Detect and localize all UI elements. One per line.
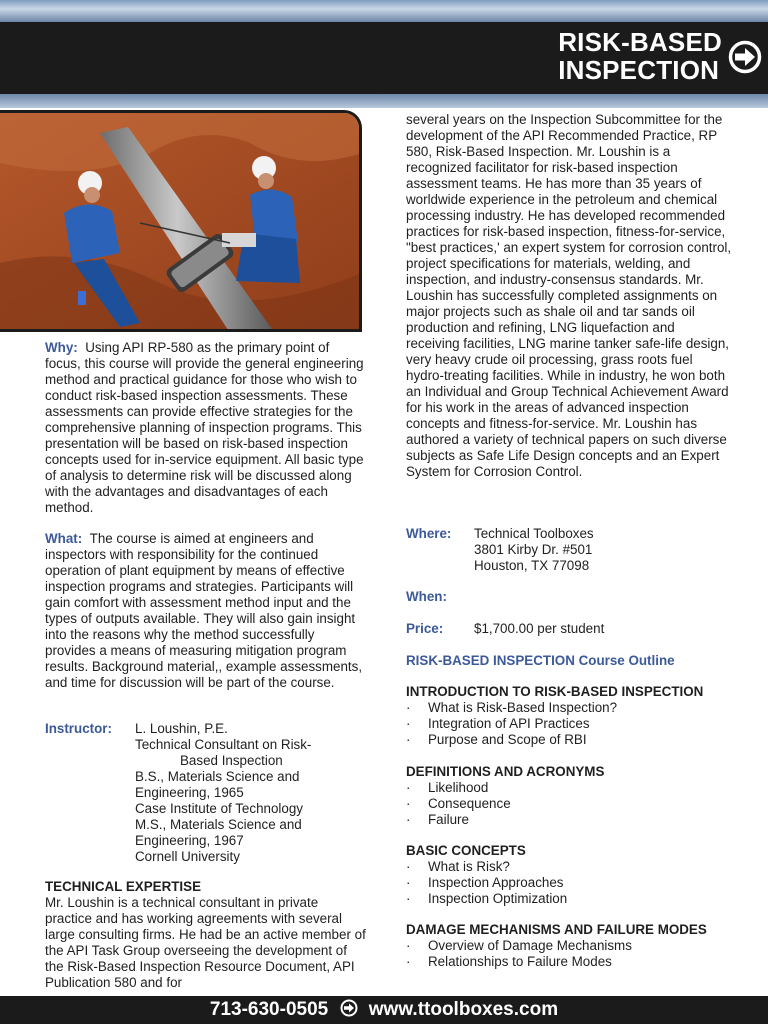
footer-website-link[interactable]: www.ttoolboxes.com bbox=[368, 999, 559, 1020]
list-item: · What is Risk? bbox=[406, 859, 510, 874]
arrow-right-circle-icon bbox=[340, 999, 358, 1017]
why-text: Using API RP-580 as the primary point of focus, this course will provide the general engineering method and practical guidance for those who wish to conduct risk-based inspection assessments. These assessments can provide effective strategies for the comprehensive planning of inspection programs. This presentation will be based on risk-based inspection concepts used for in-service equipment. All basic type of analysis to determine risk will be discussed along with the advantages and disadvantages of each method. bbox=[45, 340, 364, 515]
instructor-line: Cornell University bbox=[135, 849, 240, 864]
bullet: · bbox=[406, 938, 411, 953]
list-item: · Likelihood bbox=[406, 780, 489, 795]
brochure-title bbox=[558, 28, 722, 84]
outline-section-heading: BASIC CONCEPTS bbox=[406, 843, 526, 858]
outline-section-3 bbox=[406, 843, 732, 907]
where-address bbox=[474, 526, 594, 574]
list-item: · Failure bbox=[406, 812, 469, 827]
list-item: · Consequence bbox=[406, 796, 511, 811]
what-label: What: bbox=[45, 531, 83, 546]
expertise-heading: TECHNICAL EXPERTISE bbox=[45, 879, 201, 894]
instructor-label: Instructor: bbox=[45, 721, 112, 736]
list-item: · Purpose and Scope of RBI bbox=[406, 732, 587, 747]
outline-section-heading: DEFINITIONS AND ACRONYMS bbox=[406, 764, 605, 779]
expertise-text-left: Mr. Loushin is a technical consultant in private practice and has working agreements with several large consulting firms. He had be an active member of the API Task Group overseeing the development of the Risk-Based Inspection Resource Document, API Publication 580 and for bbox=[45, 895, 366, 990]
instructor-line: M.S., Materials Science and bbox=[135, 817, 302, 832]
where-section bbox=[406, 526, 732, 574]
bullet: · bbox=[406, 954, 411, 969]
where-label: Where: bbox=[406, 526, 452, 541]
bullet: · bbox=[406, 780, 411, 795]
outline-section-2 bbox=[406, 764, 732, 828]
instructor-line: B.S., Materials Science and bbox=[135, 769, 300, 784]
address-line: 3801 Kirby Dr. #501 bbox=[474, 542, 593, 557]
instructor-line: Based Inspection bbox=[180, 753, 283, 768]
price-label: Price: bbox=[406, 621, 444, 636]
bullet: · bbox=[406, 732, 411, 747]
outline-title-text: RISK-BASED INSPECTION Course Outline bbox=[406, 653, 675, 668]
when-section bbox=[406, 589, 732, 605]
title-line-1: RISK-BASED bbox=[558, 27, 722, 57]
footer-bar bbox=[0, 996, 768, 1024]
bullet: · bbox=[406, 796, 411, 811]
expertise-section bbox=[45, 879, 367, 991]
why-section bbox=[45, 340, 367, 516]
outline-section-heading: INTRODUCTION TO RISK-BASED INSPECTION bbox=[406, 684, 704, 699]
footer-phone: 713-630-0505 bbox=[209, 999, 329, 1020]
when-label: When: bbox=[406, 589, 447, 604]
pipeline-inspection-photo bbox=[0, 110, 362, 332]
bullet: · bbox=[406, 700, 411, 715]
list-item: · Relationships to Failure Modes bbox=[406, 954, 612, 969]
instructor-details bbox=[135, 721, 311, 865]
instructor-line: Case Institute of Technology bbox=[135, 801, 303, 816]
header-top-swoosh bbox=[0, 0, 768, 22]
instructor-line: L. Loushin, P.E. bbox=[135, 721, 228, 736]
list-item: · What is Risk-Based Inspection? bbox=[406, 700, 618, 715]
what-text: The course is aimed at engineers and inspectors with responsibility for the continued operation of plant equipment by means of effective inspection programs and strategies. Participants will gain comfort with assessment method input and the types of outputs available. They will also gain insight into the reasons why the method successfully provides a means of measuring mitigation program results. Background material,, example assessments, and time for discussion will be part of the course. bbox=[45, 531, 363, 690]
outline-section-4 bbox=[406, 922, 732, 970]
list-item: · Inspection Optimization bbox=[406, 891, 568, 906]
list-item: · Overview of Damage Mechanisms bbox=[406, 938, 632, 953]
bullet: · bbox=[406, 875, 411, 890]
bullet: · bbox=[406, 891, 411, 906]
instructor-section bbox=[45, 721, 367, 865]
price-value: $1,700.00 per student bbox=[474, 621, 605, 636]
outline-title bbox=[406, 653, 732, 669]
title-line-2: INSPECTION bbox=[558, 55, 720, 85]
bullet: · bbox=[406, 716, 411, 731]
outline-section-1 bbox=[406, 684, 732, 748]
bullet: · bbox=[406, 812, 411, 827]
list-item: · Integration of API Practices bbox=[406, 716, 590, 731]
address-line: Technical Toolboxes bbox=[474, 526, 594, 541]
header-under-swoosh bbox=[0, 94, 768, 108]
instructor-line: Engineering, 1967 bbox=[135, 833, 244, 848]
what-section bbox=[45, 531, 367, 691]
list-item: · Inspection Approaches bbox=[406, 875, 564, 890]
price-section bbox=[406, 621, 732, 637]
arrow-right-circle-icon bbox=[728, 40, 762, 74]
instructor-line: Technical Consultant on Risk- bbox=[135, 737, 312, 752]
expertise-continued: several years on the Inspection Subcommittee for the development of the API Recommended Practice, RP 580, Risk-Based Inspection. Mr. Loushin is a recognized facilitator for risk-based inspection assessment teams. He has more than 35 years of worldwide experience in the petroleum and chemical processing industry. He has developed recommended practices for risk-based inspection, fitness-for-service, "best practices,' an expert system for corrosion control, project specifications for materials, welding, and inspection, and industry-consensus standards. Mr. Loushin has successfully completed assignments on major projects such as shale oil and tar sands oil production and refining, LNG liquefaction and receiving facilities, LNG marine tanker safe-life design, very heavy crude oil processing, grass roots fuel hydro-treating facilities. While in industry, he won both an Individual and Group Technical Achievement Award for his work in the areas of advanced inspection concepts and fitness-for-service. Mr. Loushin has authored a variety of technical papers on such diverse subjects as Safe Life Design concepts and an Expert System for Corrosion Control. bbox=[406, 112, 732, 479]
instructor-line: Engineering, 1965 bbox=[135, 785, 244, 800]
address-line: Houston, TX 77098 bbox=[474, 558, 590, 573]
bullet: · bbox=[406, 859, 411, 874]
why-label: Why: bbox=[45, 340, 78, 355]
outline-section-heading: DAMAGE MECHANISMS AND FAILURE MODES bbox=[406, 922, 707, 937]
